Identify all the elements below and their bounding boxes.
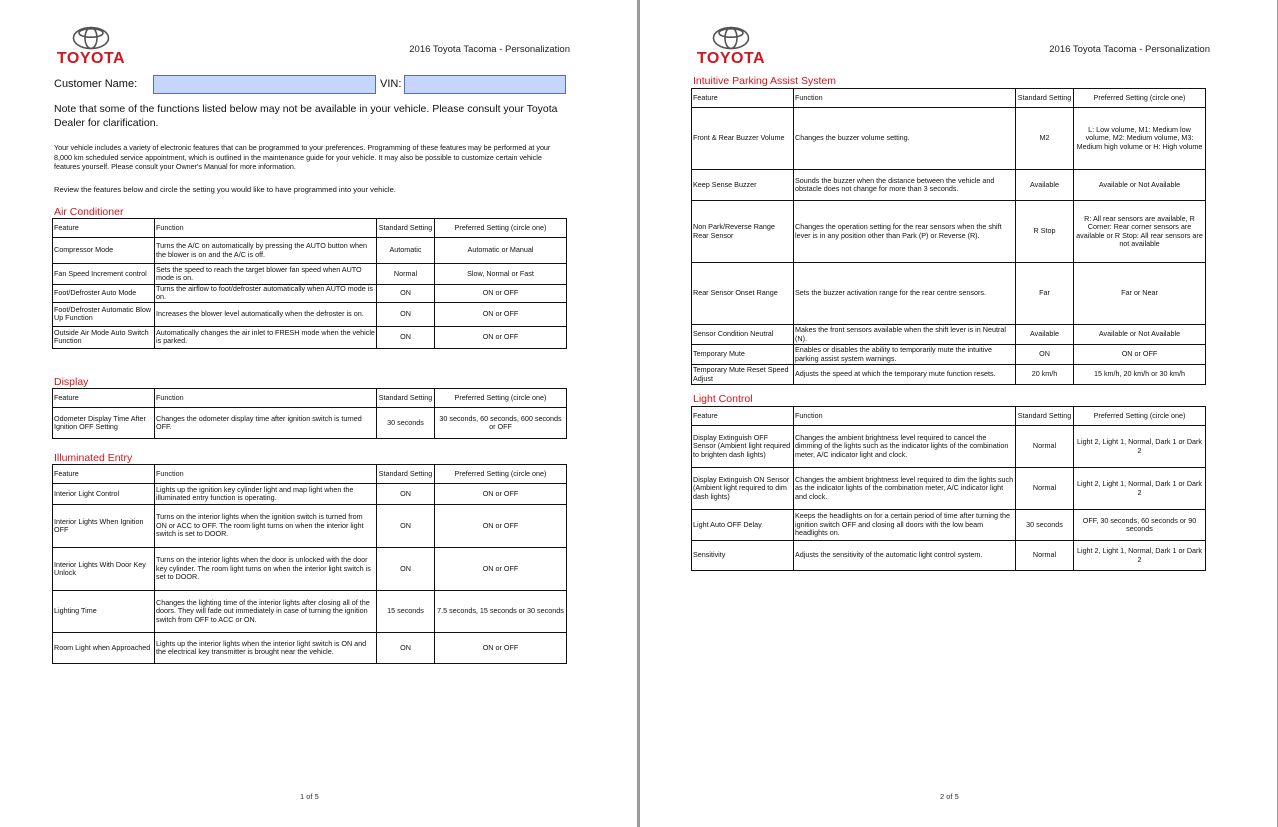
table-row [53,238,567,264]
cell-preferred[interactable]: Automatic or Manual [435,238,567,264]
cell-function: Increases the blower level automatically when the defroster is on. [155,302,377,326]
cell-feature: Lighting Time [53,591,155,633]
document-page-2 [640,0,1277,827]
table-row [692,325,1206,345]
toyota-emblem-icon [712,26,750,50]
cell-standard: ON [377,484,435,505]
cell-standard: ON [377,285,435,303]
cell-standard: Available [1016,325,1074,345]
cell-feature: Temporary Mute [692,345,794,365]
table-row [53,633,567,664]
cell-standard: Normal [1016,541,1074,571]
cell-function: Turns the airflow to foot/defroster automatically when AUTO mode is on. [155,285,377,303]
cell-preferred[interactable]: 15 km/h, 20 km/h or 30 km/h [1074,365,1206,385]
cell-standard: ON [1016,345,1074,365]
table-row [53,484,567,505]
cell-feature: Keep Sense Buzzer [692,170,794,201]
cell-function: Changes the operation setting for the rear sensors when the shift lever is in any position other than Park (P) or Reverse (R). [794,201,1016,263]
cell-function: Automatically changes the air inlet to FRESH mode when the vehicle is parked. [155,326,377,348]
column-header-feature: Feature [692,407,794,426]
cell-function: Turns the A/C on automatically by pressing the AUTO button when the blower is on and the A/C is off. [155,238,377,264]
cell-feature: Rear Sensor Onset Range [692,263,794,325]
cell-preferred[interactable]: ON or OFF [435,548,567,591]
cell-feature: Foot/Defroster Automatic Blow Up Function [53,302,155,326]
cell-standard: ON [377,302,435,326]
column-header-feature: Feature [692,89,794,108]
cell-preferred[interactable]: Light 2, Light 1, Normal, Dark 1 or Dark 2 [1074,468,1206,510]
column-header-function: Function [155,389,377,408]
customer-name-field[interactable] [153,75,376,94]
column-header-preferred: Preferred Setting (circle one) [435,465,567,484]
table-header-row [53,465,567,484]
cell-standard: 15 seconds [377,591,435,633]
table-row [53,505,567,548]
table-row [692,108,1206,170]
table-header-row [692,89,1206,108]
column-header-standard: Standard Setting [377,465,435,484]
column-header-function: Function [155,219,377,238]
cell-function: Adjusts the speed at which the temporary mute function resets. [794,365,1016,385]
review-instruction: Review the features below and circle the setting you would like to have programmed into your vehicle. [54,185,396,194]
cell-feature: Room Light when Approached [53,633,155,664]
column-header-function: Function [794,89,1016,108]
column-header-feature: Feature [53,389,155,408]
cell-preferred[interactable]: ON or OFF [435,285,567,303]
cell-preferred[interactable]: R: All rear sensors are available, R Corner: Rear corner sensors are available or R Stop: All rear sensors are not available [1074,201,1206,263]
parking-assist-table [691,88,1206,385]
cell-standard: 30 seconds [1016,510,1074,541]
table-row [692,345,1206,365]
customer-name-label: Customer Name: [54,78,138,90]
cell-preferred[interactable]: Far or Near [1074,263,1206,325]
cell-function: Keeps the headlights on for a certain period of time after turning the ignition switch OFF and closing all doors with the low beam headlights on. [794,510,1016,541]
vin-label: VIN: [380,78,402,90]
cell-feature: Interior Light Control [53,484,155,505]
display-table [52,388,567,439]
cell-preferred[interactable]: Available or Not Available [1074,325,1206,345]
cell-function: Turns on the interior lights when the door is unlocked with the door key cylinder. The room light turns on when the interior light switch is set to DOOR. [155,548,377,591]
document-page-1 [0,0,637,827]
page-number: 2 of 5 [940,792,959,801]
cell-standard: M2 [1016,108,1074,170]
table-row [53,408,567,439]
cell-feature: Display Extinguish OFF Sensor (Ambient light required to brighten dash lights) [692,426,794,468]
availability-note: Note that some of the functions listed below may not be available in your vehicle. Please consult your Toyota Dealer for clarification. [54,103,558,129]
cell-feature: Front & Rear Buzzer Volume [692,108,794,170]
cell-feature: Fan Speed Increment control [53,264,155,285]
table-row [692,170,1206,201]
cell-function: Changes the lighting time of the interior lights after closing all of the doors. They will fade out immediately in case of turning the ignition switch from OFF to ACC or ON. [155,591,377,633]
cell-feature: Sensitivity [692,541,794,571]
table-row [53,591,567,633]
toyota-emblem-icon [72,26,110,50]
section-title-illuminated-entry: Illuminated Entry [54,452,133,464]
column-header-function: Function [794,407,1016,426]
cell-function: Changes the buzzer volume setting. [794,108,1016,170]
cell-preferred[interactable]: ON or OFF [435,302,567,326]
column-header-standard: Standard Setting [1016,89,1074,108]
cell-preferred[interactable]: ON or OFF [1074,345,1206,365]
cell-standard: Available [1016,170,1074,201]
cell-preferred[interactable]: ON or OFF [435,326,567,348]
table-row [53,264,567,285]
table-row [692,426,1206,468]
table-header-row [53,389,567,408]
cell-function: Turns on the interior lights when the ignition switch is turned from ON or ACC to OFF. The room light turns on when the interior light switch is set to DOOR. [155,505,377,548]
cell-feature: Compressor Mode [53,238,155,264]
cell-preferred[interactable]: 30 seconds, 60 seconds, 600 seconds or OFF [435,408,567,439]
cell-function: Makes the front sensors available when the shift lever is in Neutral (N). [794,325,1016,345]
column-header-standard: Standard Setting [1016,407,1074,426]
cell-function: Lights up the interior lights when the interior light switch is ON and the electrical key transmitter is brought near the vehicle. [155,633,377,664]
cell-preferred[interactable]: Available or Not Available [1074,170,1206,201]
toyota-wordmark: TOYOTA [56,50,126,67]
cell-standard: ON [377,633,435,664]
column-header-feature: Feature [53,465,155,484]
table-row [53,302,567,326]
table-row [692,263,1206,325]
intro-paragraph: Your vehicle includes a variety of electronic features that can be programmed to your preferences. Programming of these features may be performed at your 8,000 km scheduled service appointment, which is outlined in the maintenance guide for your vehicle. It may also be possible to customize certain vehicle features yourself. Please consult your Owner's Manual for more information. [54,143,551,172]
cell-preferred[interactable]: Slow, Normal or Fast [435,264,567,285]
cell-preferred[interactable]: ON or OFF [435,484,567,505]
section-title-parking-assist: Intuitive Parking Assist System [693,75,836,87]
cell-standard: Normal [1016,468,1074,510]
cell-feature: Temporary Mute Reset Speed Adjust [692,365,794,385]
cell-standard: Far [1016,263,1074,325]
cell-standard: Normal [377,264,435,285]
cell-function: Changes the ambient brightness level required to dim the lights such as the indicator lights of the combination meter, A/C indicator light and clock. [794,468,1016,510]
light-control-table [691,406,1206,571]
section-title-light-control: Light Control [693,393,753,405]
air-conditioner-table [52,218,567,349]
toyota-logo [692,26,770,67]
table-row [53,326,567,348]
table-header-row [692,407,1206,426]
cell-feature: Foot/Defroster Auto Mode [53,285,155,303]
illuminated-entry-table [52,464,567,664]
column-header-preferred: Preferred Setting (circle one) [1074,407,1206,426]
table-row [692,365,1206,385]
cell-preferred[interactable]: ON or OFF [435,633,567,664]
section-title-air-conditioner: Air Conditioner [54,206,124,218]
table-row [53,548,567,591]
column-header-preferred: Preferred Setting (circle one) [435,389,567,408]
cell-preferred[interactable]: L: Low volume, M1: Medium low volume, M2: Medium volume, M3: Medium high volume or H: High volume [1074,108,1206,170]
cell-feature: Light Auto OFF Delay [692,510,794,541]
cell-standard: ON [377,548,435,591]
cell-standard: Normal [1016,426,1074,468]
cell-standard: ON [377,505,435,548]
cell-feature: Display Extinguish ON Sensor (Ambient light required to dim dash lights) [692,468,794,510]
cell-preferred[interactable]: Light 2, Light 1, Normal, Dark 1 or Dark 2 [1074,541,1206,571]
cell-preferred[interactable]: 7.5 seconds, 15 seconds or 30 seconds [435,591,567,633]
cell-standard: 30 seconds [377,408,435,439]
cell-function: Enables or disables the ability to temporarily mute the intuitive parking assist system warnings. [794,345,1016,365]
table-row [692,468,1206,510]
cell-function: Lights up the ignition key cylinder light and map light when the illuminated entry function is operating. [155,484,377,505]
document-title: 2016 Toyota Tacoma - Personalization [1049,44,1210,55]
column-header-feature: Feature [53,219,155,238]
cell-feature: Sensor Condition Neutral [692,325,794,345]
cell-standard: 20 km/h [1016,365,1074,385]
cell-function: Sounds the buzzer when the distance between the vehicle and obstacle does not change for more than 3 seconds. [794,170,1016,201]
cell-feature: Interior Lights When Ignition OFF [53,505,155,548]
cell-function: Sets the speed to reach the target blower fan speed when AUTO mode is on. [155,264,377,285]
cell-feature: Odometer Display Time After Ignition OFF Setting [53,408,155,439]
cell-feature: Outside Air Mode Auto Switch Function [53,326,155,348]
document-title: 2016 Toyota Tacoma - Personalization [409,44,570,55]
column-header-function: Function [155,465,377,484]
table-header-row [53,219,567,238]
cell-function: Changes the odometer display time after ignition switch is turned OFF. [155,408,377,439]
cell-standard: R Stop [1016,201,1074,263]
page-number: 1 of 5 [300,792,319,801]
column-header-preferred: Preferred Setting (circle one) [435,219,567,238]
cell-standard: ON [377,326,435,348]
column-header-standard: Standard Setting [377,389,435,408]
cell-standard: Automatic [377,238,435,264]
cell-preferred[interactable]: Light 2, Light 1, Normal, Dark 1 or Dark 2 [1074,426,1206,468]
section-title-display: Display [54,376,89,388]
column-header-preferred: Preferred Setting (circle one) [1074,89,1206,108]
table-row [692,201,1206,263]
cell-function: Adjusts the sensitivity of the automatic light control system. [794,541,1016,571]
toyota-wordmark: TOYOTA [696,50,766,67]
cell-preferred[interactable]: ON or OFF [435,505,567,548]
cell-feature: Interior Lights With Door Key Unlock [53,548,155,591]
cell-preferred[interactable]: OFF, 30 seconds, 60 seconds or 90 seconds [1074,510,1206,541]
cell-feature: Non Park/Reverse Range Rear Sensor [692,201,794,263]
cell-function: Changes the ambient brightness level required to cancel the dimming of the lights such as the indicator lights of the combination meter, A/C indicator light and clock. [794,426,1016,468]
toyota-logo [52,26,130,67]
table-row [53,285,567,303]
cell-function: Sets the buzzer activation range for the rear centre sensors. [794,263,1016,325]
table-row [692,541,1206,571]
vin-field[interactable] [404,75,566,94]
column-header-standard: Standard Setting [377,219,435,238]
table-row [692,510,1206,541]
